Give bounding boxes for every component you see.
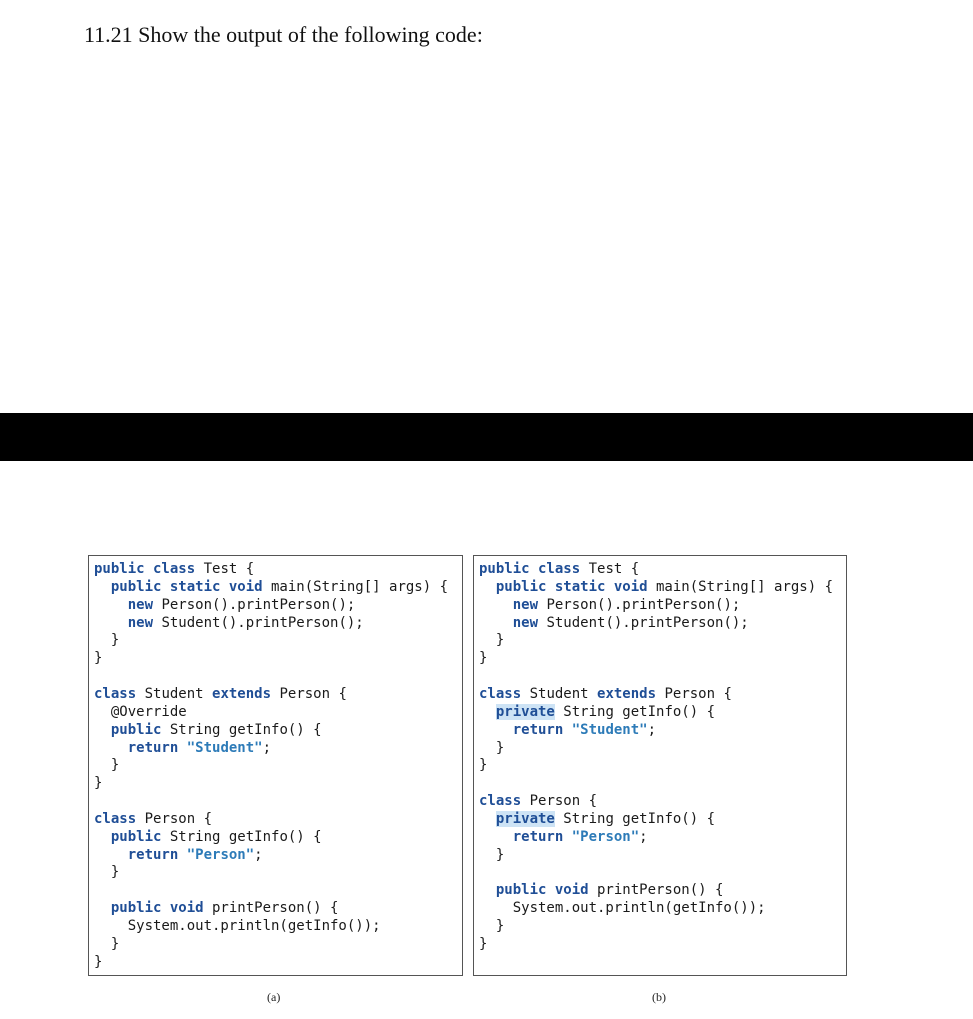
- code-line: [94, 739, 271, 757]
- code-line: [94, 846, 263, 864]
- code-token: Person().printPerson();: [538, 596, 741, 613]
- code-line: [94, 560, 254, 578]
- code-line: [94, 810, 212, 828]
- code-line: [94, 614, 364, 632]
- code-token: System.out.println(getInfo());: [479, 900, 766, 917]
- code-token: [94, 740, 128, 756]
- code-panel-b: [473, 555, 847, 976]
- code-token: class: [479, 685, 522, 702]
- code-token: new: [127, 614, 154, 631]
- question-title: 11.21 Show the output of the following code:: [84, 22, 483, 47]
- code-line: [479, 935, 487, 953]
- code-line: [479, 828, 648, 846]
- code-line: [479, 917, 504, 935]
- code-line: [479, 810, 715, 828]
- code-line: [94, 756, 119, 774]
- code-line: [94, 703, 187, 721]
- code-token: [479, 615, 513, 631]
- code-token: Person().printPerson();: [153, 596, 356, 613]
- code-token: private: [495, 703, 555, 720]
- code-token: }: [94, 650, 103, 667]
- code-line: [94, 899, 338, 917]
- code-token: }: [479, 846, 505, 863]
- code-token: extends: [597, 685, 657, 702]
- code-line: [479, 899, 766, 917]
- code-line: [479, 846, 504, 864]
- code-line: [479, 685, 732, 703]
- code-token: public static void: [495, 578, 648, 595]
- code-token: public: [110, 828, 162, 845]
- code-token: main(String[] args) {: [262, 578, 449, 595]
- code-token: [178, 740, 186, 756]
- code-token: [563, 829, 571, 845]
- code-token: }: [479, 757, 488, 774]
- code-token: class: [479, 793, 522, 810]
- code-line: [94, 828, 322, 846]
- redaction-band: [0, 413, 973, 461]
- panel-b-label: (b): [652, 990, 666, 1004]
- code-token: printPerson() {: [588, 882, 724, 899]
- code-line: [479, 578, 833, 596]
- code-token: String getInfo() {: [554, 810, 716, 827]
- code-token: ;: [639, 828, 648, 845]
- code-token: [479, 704, 496, 720]
- code-line: [479, 596, 740, 614]
- code-token: public: [110, 721, 162, 738]
- code-token: [479, 882, 496, 898]
- code-token: [94, 597, 128, 613]
- code-token: }: [94, 632, 120, 649]
- code-token: }: [479, 935, 488, 952]
- code-line: [479, 739, 504, 757]
- code-token: new: [512, 614, 539, 631]
- code-token: "Student": [571, 721, 648, 738]
- code-token: [479, 597, 513, 613]
- code-token: return: [127, 739, 179, 756]
- code-token: printPerson() {: [203, 900, 339, 917]
- code-line: [94, 863, 119, 881]
- code-line: [479, 756, 487, 774]
- code-token: @Override: [94, 703, 187, 720]
- code-token: Student().printPerson();: [538, 614, 749, 631]
- code-token: String getInfo() {: [554, 703, 716, 720]
- code-token: Student: [521, 685, 598, 702]
- code-token: }: [94, 757, 120, 774]
- code-token: Test {: [580, 561, 640, 577]
- code-token: Student().printPerson();: [153, 614, 364, 631]
- code-line: [94, 953, 102, 971]
- code-token: String getInfo() {: [161, 828, 322, 845]
- code-token: [479, 722, 513, 738]
- code-line: [94, 649, 102, 667]
- code-token: Person {: [656, 685, 732, 702]
- code-token: System.out.println(getInfo());: [94, 918, 381, 934]
- code-token: }: [479, 739, 505, 756]
- code-token: public void: [110, 900, 204, 917]
- code-token: public static void: [110, 578, 263, 595]
- code-line: [479, 792, 597, 810]
- code-token: [94, 847, 128, 863]
- code-line: [94, 596, 355, 614]
- code-token: [479, 579, 496, 595]
- code-line: [479, 721, 656, 739]
- code-token: [563, 722, 571, 738]
- code-token: }: [479, 650, 488, 667]
- code-line: [479, 614, 749, 632]
- code-token: [479, 829, 513, 845]
- code-line: [479, 649, 487, 667]
- code-token: Person {: [271, 685, 347, 702]
- code-token: ;: [254, 846, 263, 863]
- code-token: [94, 900, 111, 916]
- code-line: [94, 685, 347, 703]
- code-token: [94, 579, 111, 595]
- panel-a-label: (a): [267, 990, 281, 1004]
- code-token: "Person": [571, 828, 640, 845]
- code-token: return: [512, 828, 564, 845]
- code-token: main(String[] args) {: [647, 578, 834, 595]
- code-token: return: [512, 721, 564, 738]
- code-panel-a: [88, 555, 463, 976]
- code-token: Student: [136, 685, 213, 702]
- code-token: ;: [647, 721, 657, 738]
- code-token: [94, 829, 111, 845]
- code-line: [479, 560, 639, 578]
- code-line: [479, 703, 715, 721]
- code-token: }: [479, 918, 505, 934]
- code-token: Person {: [521, 793, 598, 810]
- code-line: [94, 935, 119, 953]
- code-token: private: [495, 810, 555, 827]
- code-line: [94, 774, 102, 792]
- code-token: new: [512, 596, 539, 613]
- code-token: String getInfo() {: [161, 721, 322, 738]
- code-token: new: [127, 596, 154, 613]
- code-token: "Student": [186, 739, 263, 756]
- code-token: extends: [212, 685, 272, 702]
- code-line: [94, 917, 381, 935]
- code-line: [479, 631, 504, 649]
- code-token: class: [94, 810, 137, 827]
- code-token: [94, 722, 111, 738]
- code-token: [479, 811, 496, 827]
- code-token: }: [94, 775, 103, 792]
- code-token: class: [94, 685, 137, 702]
- code-token: Test {: [195, 561, 255, 577]
- code-token: Person {: [136, 810, 213, 827]
- code-token: }: [479, 632, 505, 649]
- code-line: [94, 578, 448, 596]
- code-token: return: [127, 846, 179, 863]
- code-token: ;: [262, 739, 272, 756]
- code-token: public class: [94, 561, 196, 577]
- code-token: [94, 615, 128, 631]
- code-token: public class: [479, 561, 581, 577]
- code-line: [479, 881, 723, 899]
- code-token: "Person": [186, 846, 255, 863]
- code-token: }: [94, 953, 103, 970]
- code-line: [94, 631, 119, 649]
- code-token: public void: [495, 882, 589, 899]
- code-token: [178, 847, 186, 863]
- code-line: [94, 721, 322, 739]
- code-token: }: [94, 864, 120, 881]
- code-token: }: [94, 935, 120, 952]
